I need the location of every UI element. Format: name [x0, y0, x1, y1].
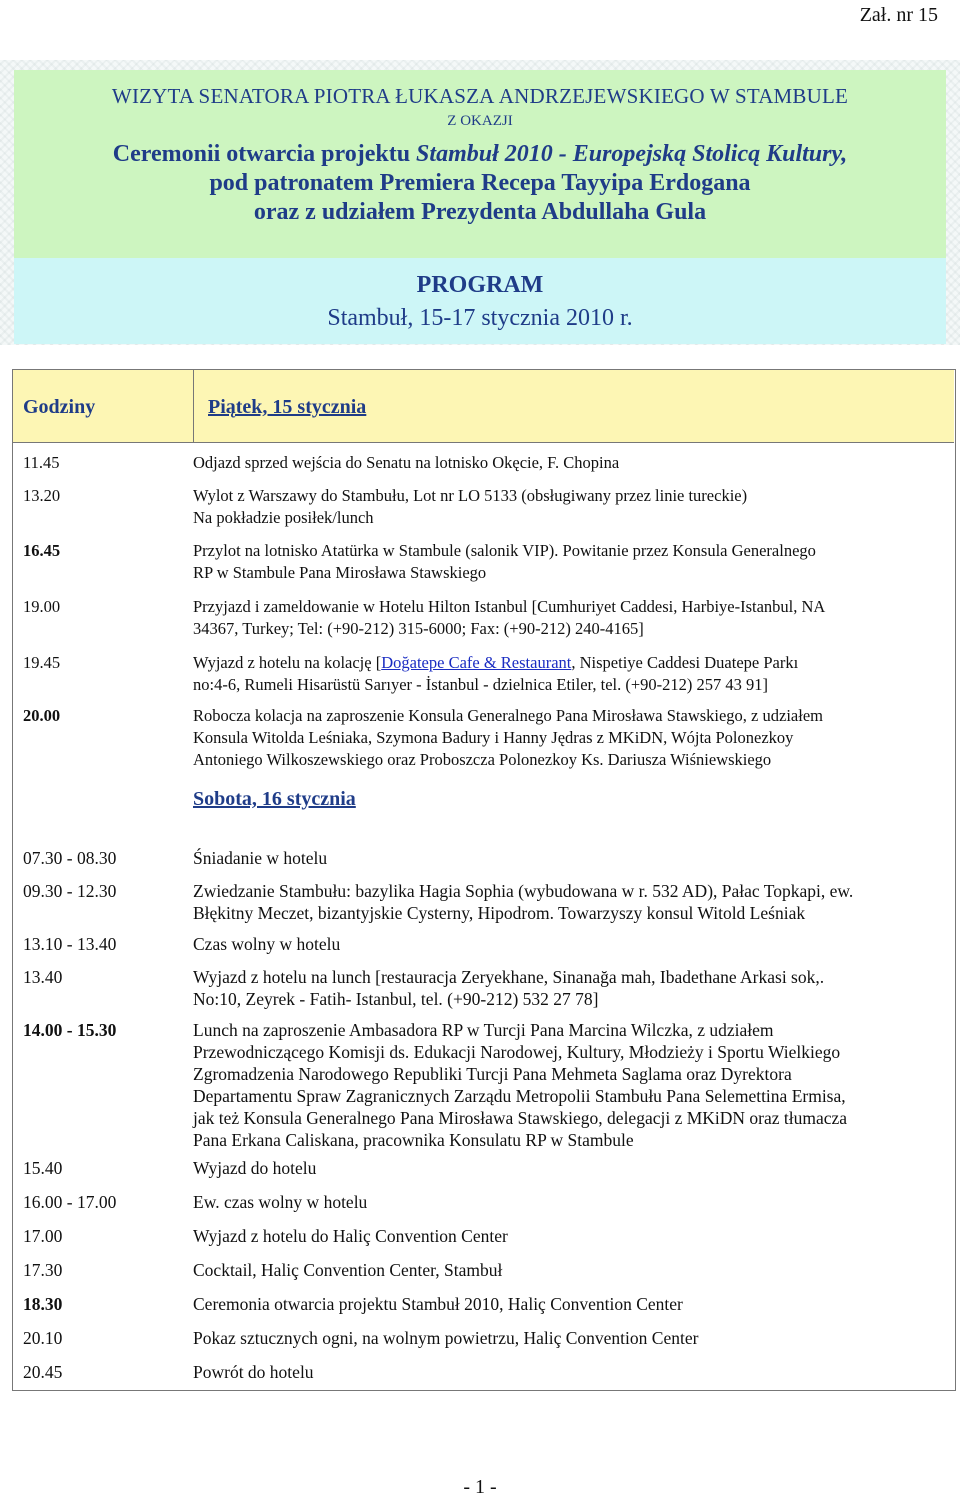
restaurant-link[interactable]: Doğatepe Cafe & Restaurant	[381, 653, 572, 672]
ceremony-title: Ceremonii otwarcia projektu Stambuł 2010 - Europejską Stolicą Kultury, pod patronatem Premiera Recepa Tayyipa Erdogana oraz z udziałem Prezydenta Abdullaha Gula	[112, 141, 848, 225]
visit-title: WIZYTA SENATORA PIOTRA ŁUKASZA ANDRZEJEWSKIEGO W STAMBULE	[111, 84, 849, 108]
attachment-label: Zał. nr 15	[859, 4, 938, 26]
hours-column-header: Godziny	[23, 396, 96, 418]
occasion-label: Z OKAZJI	[447, 113, 513, 129]
header-banner	[0, 60, 960, 345]
day-header-friday: Piątek, 15 stycznia	[193, 370, 955, 442]
program-title: PROGRAM	[416, 272, 544, 298]
page-number: - 1 -	[463, 1476, 497, 1498]
schedule-table: Godziny Piątek, 15 stycznia 11.45 Odjazd sprzed wejścia do Senatu na lotnisko Okęcie, F. Chopina 13.20 Wylot z Warszawy do Stambułu, Lot nr LO 5133 (obsługiwany przez linie tureckie) Na pokładzie posiłek/lunch 16.45 Przylot na lotnisko Atatürka w Stambule (salonik VIP). Powitanie przez Konsula Generalnego RP w Stambule Pana Mirosława Stawskiego 19.00 Przyjazd i zameldowanie w Hotelu Hilton Istanbul [Cumhuriyet Caddesi, Harbiye-Istanbul, NA 34367, Turkey; Tel: (+90-212) 315-6000; Fax: (+90-212) 240-4165] 19.45 Wyjazd z hotelu na kolację [Doğatepe Cafe & Restaurant, Nispetiye Caddesi Duatepe Parkı no:4-6, Rumeli Hisarüstü Sarıyer - İstanbul - dzielnica Etiler, tel. (+90-212) 257 43 91] 20.00 Robocza kolacja na zaproszenie Konsula Generalnego Pana Mirosława Stawskiego, z udziałem Konsula Witolda Leśniaka, Szymona Badury i Hanny Jędras z MKiDN, Wójta Polonezkoy Antoniego Wilkoszewskiego oraz Proboszcza Polonezkoy Ks. Dariusza Wiśniewskiego Sobota, 16 stycznia 07.30 - 08.30 Śniadanie w hotelu 09.30 - 12.30 Zwiedzanie Stambułu: bazylika Hagia Sophia (wybudowana w r. 532 AD), Pałac Topkapi, ew. Błękitny Meczet, bizantyjskie Cysterny, Hipodrom. Towarzyszy konsul Witold Leśniak 13.10 - 13.40 Czas wolny w hotelu 13.40 Wyjazd z hotelu na lunch [restauracja Zeryekhane, Sinanağa mah, Ibadethane Arkasi sok,. No:10, Zeyrek - Fatih- Istanbul, tel. (+90-212) 532 27 78] 14.00 - 15.30 Lunch na zaproszenie Ambasadora RP w Turcji Pana Marcina Wilczka, z udziałem Przewodniczącego Komisji ds. Edukacji Narodowej, Kultury, Młodzieży i Sportu Wielkiego Zgromadzenia Narodowego Republiki Turcji Pana Mehmeta Saglama oraz Dyrektora Departamentu Spraw Zagranicznych Zarządu Metropolii Stambułu Pana Selemettina Ermisa, jak też Konsula Generalnego Pana Mirosława Stawskiego, delegacji z MKiDN oraz tłumacza Pana Erkana Caliskana, pracownika Konsulatu RP w Stambule 15.40 Wyjazd do hotelu 16.00 - 17.00 Ew. czas wolny w hotelu 17.00 Wyjazd z hotelu do Haliç Convention Center 17.30 Cocktail, Haliç Convention Center, Stambuł 18.30 Ceremonia otwarcia projektu Stambuł 2010, Haliç Convention Center 20.10 Pokaz sztucznych ogni, na wolnym powietrzu, Haliç Convention Center 20.45 Powrót do hotelu	[12, 369, 956, 1391]
title-box	[14, 70, 946, 258]
schedule-header	[13, 370, 954, 443]
program-dates: Stambuł, 15-17 stycznia 2010 r.	[327, 305, 633, 331]
program-box	[14, 258, 946, 344]
day-header-saturday: Sobota, 16 stycznia	[193, 788, 356, 810]
